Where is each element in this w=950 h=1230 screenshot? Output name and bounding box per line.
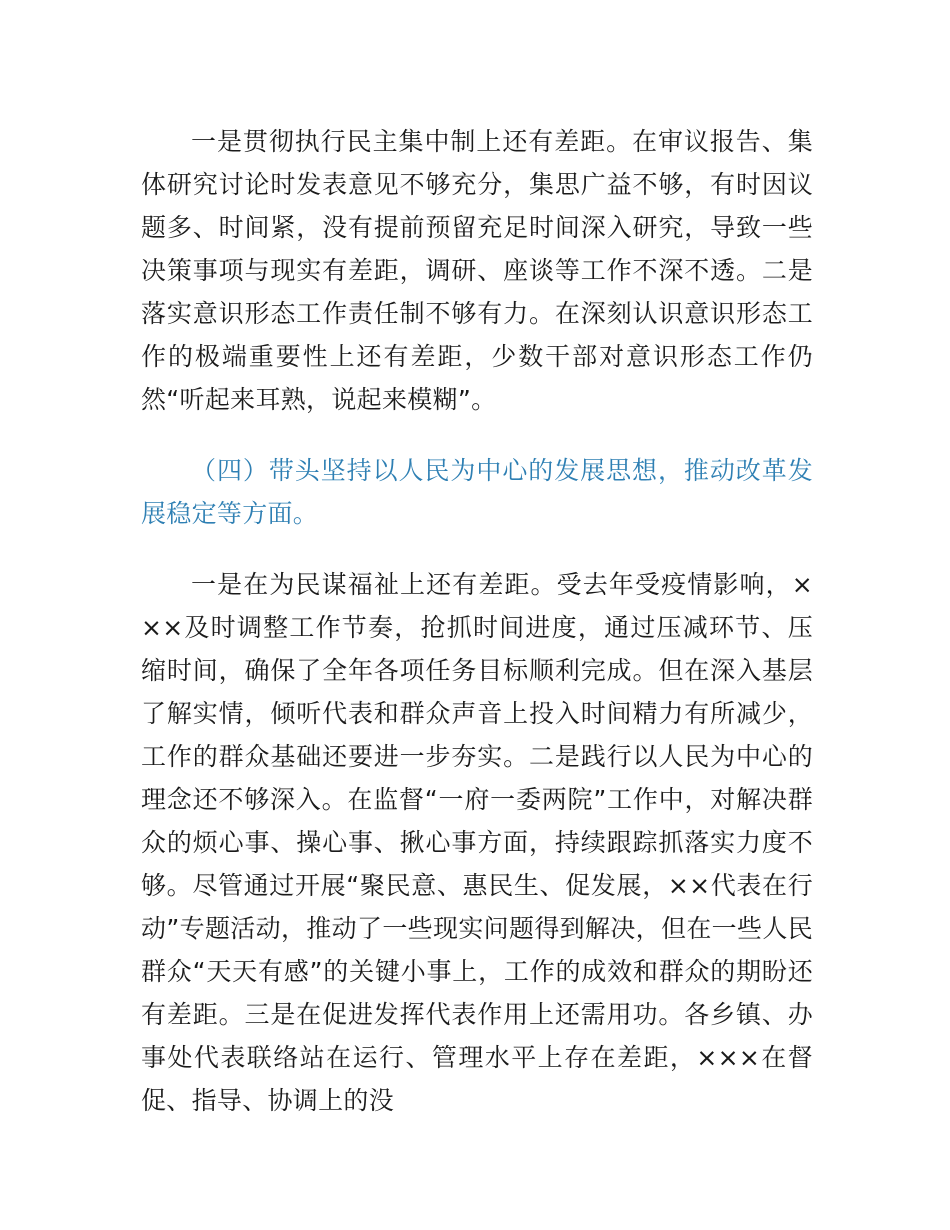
paragraph-people-welfare: 一是在为民谋福祉上还有差距。受去年受疫情影响，×××及时调整工作节奏，抢抓时间进度，通过压减环节、压缩时间，确保了全年各项任务目标顺利完成。但在深入基层了解实情，倾听代表和群众声音上投入时间精力有所减少，工作的群众基础还要进一步夯实。二是践行以人民为中心的理念还不够深入。在监督“一府一委两院”工作中，对解决群众的烦心事、操心事、揪心事方面，持续跟踪抓落实力度不够。尽管通过开展“聚民意、惠民生、促发展，××代表在行动”专题活动，推动了一些现实问题得到解决，但在一些人民群众“天天有感”的关键小事上，工作的成效和群众的期盼还有差距。三是在促进发挥代表作用上还需用功。各乡镇、办事处代表联络站在运行、管理水平上存在差距，×××在督促、指导、协调上的没 (141, 570, 813, 1115)
paragraph-democratic-centralism: 一是贯彻执行民主集中制上还有差距。在审议报告、集体研究讨论时发表意见不够充分，集思广益不够，有时因议题多、时间紧，没有提前预留充足时间深入研究，导致一些决策事项与现实有差距，调研、座谈等工作不深不透。二是落实意识形态工作责任制不够有力。在深刻认识意识形态工作的极端重要性上还有差距，少数干部对意识形态工作仍然“听起来耳熟，说起来模糊”。 (141, 127, 813, 414)
document-page (141, 120, 813, 1122)
section-heading-four: （四）带头坚持以人民为中心的发展思想，推动改革发展稳定等方面。 (141, 456, 813, 528)
